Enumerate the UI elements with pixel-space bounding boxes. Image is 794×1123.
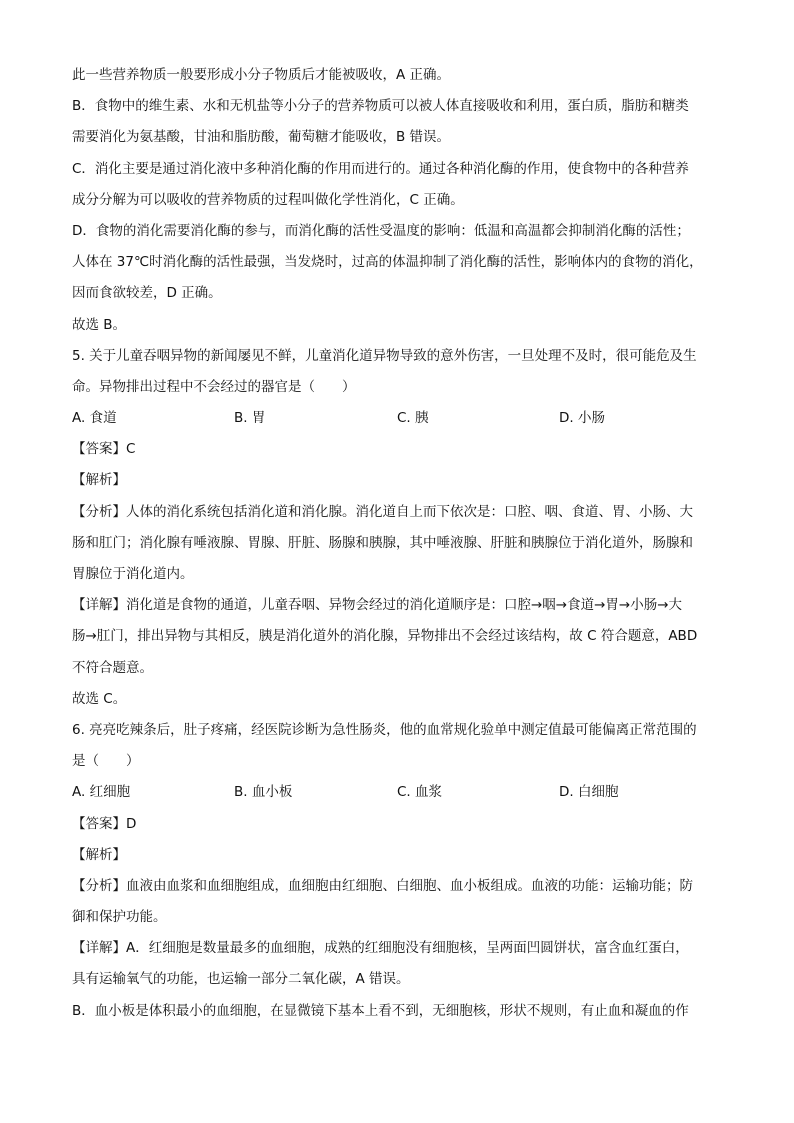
fenxi-line (72, 875, 722, 906)
fenxi-line (72, 501, 722, 532)
answer-value: C (126, 441, 136, 458)
question-stem: 命。异物排出过程中不会经过的器官是（ ） (72, 378, 356, 395)
answer-tag: 【答案】 (72, 441, 126, 458)
text-line: B．食物中的维生素、水和无机盐等小分子的营养物质可以被人体直接吸收和利用，蛋白质，脂肪和糖类 (72, 98, 689, 115)
text-line: 肠和肛门；消化腺有唾液腺、胃腺、肝脏、肠腺和胰腺，其中唾液腺、肝脏和胰腺位于消化道外，肠腺和 (72, 534, 693, 551)
text-line: 成分分解为可以吸收的营养物质的过程叫做化学性消化，C 正确。 (72, 191, 464, 208)
text-line: 具有运输氧气的功能，也运输一部分二氧化碳，A 错误。 (72, 971, 410, 988)
fenxi-tag: 【分析】 (72, 877, 126, 894)
text-line: 因而食欲较差，D 正确。 (72, 285, 222, 302)
text-line: 此一些营养物质一般要形成小分子物质后才能被吸收，A 正确。 (72, 67, 451, 83)
option-a: A. 红细胞 (72, 784, 131, 801)
fenxi-text: 血液由血浆和血细胞组成，血细胞由红细胞、白细胞、血小板组成。血液的功能：运输功能；防 (126, 877, 693, 894)
question-stem: 5. 关于儿童吞咽异物的新闻屡见不鲜，儿童消化道异物导致的意外伤害，一旦处理不及时，很可能危及生 (72, 347, 697, 364)
conclusion: 故选 B。 (72, 316, 127, 333)
text-line: C．消化主要是通过消化液中多种消化酶的作用而进行的。通过各种消化酶的作用，使食物中的各种营养 (72, 160, 689, 177)
text-line: 御和保护功能。 (72, 909, 167, 926)
text-line: D．食物的消化需要消化酶的参与，而消化酶的活性受温度的影响：低温和高温都会抑制消化酶的活性； (72, 222, 690, 239)
question-stem: 6. 亮亮吃辣条后，肚子疼痛，经医院诊断为急性肠炎，他的血常规化验单中测定值最可能偏离正常范围的 (72, 721, 697, 738)
answer-line (72, 813, 722, 844)
analysis-tag: 【解析】 (72, 846, 126, 863)
question-options (72, 781, 722, 812)
document-page (72, 64, 722, 1031)
fenxi-tag: 【分析】 (72, 503, 126, 520)
option-c: C. 血浆 (397, 784, 443, 801)
answer-line (72, 438, 722, 469)
xiangjie-line (72, 937, 722, 968)
xiangjie-text: 消化道是食物的通道，儿童吞咽、异物会经过的消化道顺序是：口腔→咽→食道→胃→小肠→大 (126, 597, 683, 614)
question-stem: 是（ ） (72, 753, 140, 770)
text-line: 不符合题意。 (72, 659, 153, 676)
answer-tag: 【答案】 (72, 815, 126, 832)
xiangjie-tag: 【详解】 (72, 940, 126, 957)
question-options (72, 407, 722, 438)
option-c: C. 胰 (397, 410, 429, 427)
text-line: B．血小板是体积最小的血细胞，在显微镜下基本上看不到，无细胞核，形状不规则，有止血和凝血的作 (72, 1002, 689, 1019)
answer-value: D (126, 815, 137, 832)
option-b: B. 血小板 (234, 784, 293, 801)
analysis-tag: 【解析】 (72, 472, 126, 489)
option-d: D. 小肠 (559, 410, 605, 427)
text-line: 胃腺位于消化道内。 (72, 566, 194, 582)
option-d: D. 白细胞 (559, 784, 619, 801)
option-b: B. 胃 (234, 410, 266, 427)
fenxi-text: 人体的消化系统包括消化道和消化腺。消化道自上而下依次是：口腔、咽、食道、胃、小肠、大 (126, 503, 693, 520)
text-line: 需要消化为氨基酸，甘油和脂肪酸，葡萄糖才能吸收，B 错误。 (72, 129, 451, 146)
conclusion: 故选 C。 (72, 690, 127, 707)
text-line: 人体在 37℃时消化酶的活性最强，当发烧时，过高的体温抑制了消化酶的活性，影响体内的食物的消化， (72, 254, 703, 271)
text-line: 肠→肛门，排出异物与其相反，胰是消化道外的消化腺，异物排出不会经过该结构，故 C 符合题意，ABD (72, 628, 698, 645)
xiangjie-tag: 【详解】 (72, 597, 126, 614)
xiangjie-text: A．红细胞是数量最多的血细胞，成熟的红细胞没有细胞核，呈两面凹圆饼状，富含血红蛋白， (126, 940, 689, 957)
xiangjie-line (72, 594, 722, 625)
option-a: A. 食道 (72, 410, 117, 427)
